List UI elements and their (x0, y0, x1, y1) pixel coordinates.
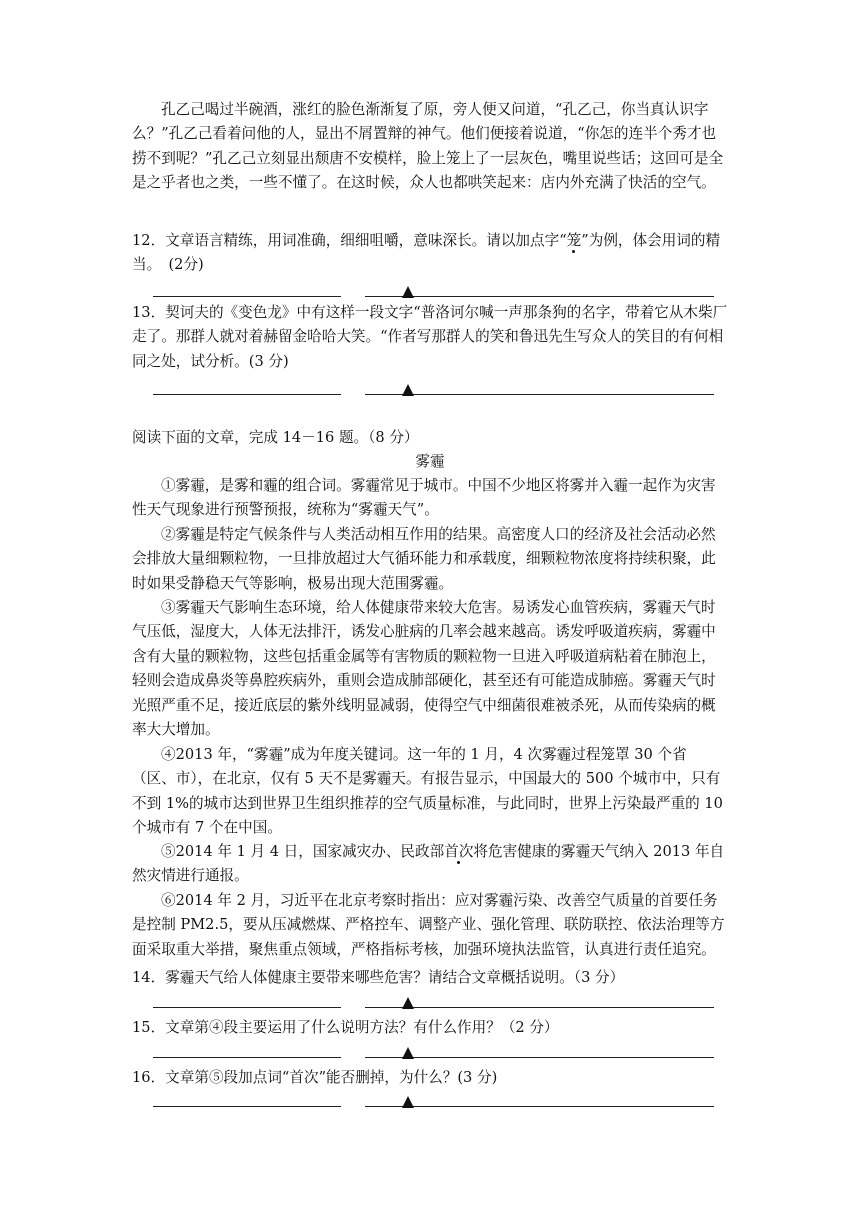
question-12-text-before: 12．文章语言精练，用词准确，细细咀嚼，意味深长。请以加点字“ (132, 232, 567, 249)
article-paragraph-5 (132, 840, 730, 889)
triangle-marker-icon (402, 1047, 414, 1059)
paragraph-5-text-after: 将危害健康的雾霾天气纳入 2013 年自然灾情进行通报。 (132, 843, 725, 885)
triangle-marker-icon (402, 286, 414, 298)
article-paragraph-6: ⑥2014 年 2 月，习近平在北京考察时指出：应对雾霾污染、改善空气质量的首要任务是控制 PM2.5，要从压减燃煤、严格控车、调整产业、强化管理、联防联控、依法治理等方面采取重大举措，聚焦重点领域，严格指标考核，加强环境执法监管，认真进行责任追究。 (132, 892, 725, 958)
question-15: 15．文章第④段主要运用了什么说明方法？有什么作用？（2 分） (132, 1019, 559, 1036)
answer-rule (153, 394, 714, 395)
answer-line-14[interactable] (153, 995, 714, 1009)
answer-line-15[interactable] (153, 1045, 714, 1059)
triangle-marker-icon (402, 1096, 414, 1108)
question-13: 13．契诃夫的《变色龙》中有这样一段文字“普洛诃尔喊一声那条狗的名字，带着它从木柴厂走了。那群人就对着赫留金哈哈大笑。“作者写那群人的笑和鲁迅先生写众人的笑目的有何相同之处，试分析。(3 分) (132, 304, 728, 370)
article-paragraph-4: ④2013 年，“雾霾”成为年度关键词。这一年的 1 月，4 次雾霾过程笼罩 30 个省（区、市），在北京，仅有 5 天不是雾霾天。有报告显示，中国最大的 500 个城市中，只有不到 1%的城市达到世界卫生组织推荐的空气质量标准，与此同时，世界上污染最严重的 10 个城市有 7 个在中国。 (132, 746, 723, 837)
passage-paragraph: 孔乙己喝过半碗酒，涨红的脸色渐渐复了原，旁人便又问道，“孔乙己，你当真认识字么？”孔乙己看着问他的人，显出不屑置辩的神气。他们便接着说道，“你怎的连半个秀才也捞不到呢？”孔乙己立刻显出颓唐不安模样，脸上笼上了一层灰色，嘴里说些话；这回可是全是之乎者也之类，一些不懂了。在这时候，众人也都哄笑起来：店内外充满了快活的空气。 (132, 101, 724, 192)
answer-rule (153, 1007, 714, 1008)
answer-line-16[interactable] (153, 1094, 714, 1108)
answer-rule (153, 296, 714, 297)
article-title: 雾霾 (415, 453, 445, 470)
dotted-character: 笼 (566, 232, 582, 249)
question-14: 14．雾霾天气给人体健康主要带来哪些危害？请结合文章概括说明。（3 分） (132, 969, 625, 986)
triangle-marker-icon (402, 997, 414, 1009)
article-paragraph-3: ③雾霾天气影响生态环境，给人体健康带来较大危害。易诱发心血管疾病，雾霾天气时气压低，湿度大，人体无法排汗，诱发心脏病的几率会越来越高。诱发呼吸道疾病，雾霾中含有大量的颗粒物，这些包括重金属等有害物质的颗粒物一旦进入呼吸道病粘着在肺泡上，轻则会造成鼻炎等鼻腔疾病外，重则会造成肺部硬化，甚至还有可能造成肺癌。雾霾天气时光照严重不足，接近底层的紫外线明显减弱，使得空气中细菌很难被杀死，从而传染病的概率大大增加。 (132, 599, 716, 739)
question-16: 16．文章第⑤段加点词“首次”能否删掉，为什么？(3 分) (132, 1069, 498, 1086)
question-12 (132, 229, 730, 278)
answer-line-13[interactable] (153, 382, 714, 396)
answer-rule (153, 1106, 714, 1107)
question-12-text-after: ”为例，体会用词的精当。 (2分) (132, 232, 721, 274)
dotted-word: 首次 (444, 843, 474, 860)
answer-line-12[interactable] (153, 284, 714, 298)
article-paragraph-2: ②雾霾是特定气候条件与人类活动相互作用的结果。高密度人口的经济及社会活动必然会排放大量细颗粒物，一旦排放超过大气循环能力和承载度，细颗粒物浓度将持续积聚，此时如果受静稳天气等影响，极易出现大范围雾霾。 (132, 526, 716, 592)
article-paragraph-1: ①雾霾，是雾和霾的组合词。雾霾常见于城市。中国不少地区将雾并入霾一起作为灾害性天气现象进行预警预报，统称为“雾霾天气”。 (132, 477, 716, 519)
triangle-marker-icon (402, 384, 414, 396)
answer-rule (153, 1057, 714, 1058)
section-instruction: 阅读下面的文章，完成 14－16 题。（8 分） (132, 429, 419, 446)
paragraph-5-text-before: ⑤2014 年 1 月 4 日，国家减灾办、民政部 (161, 843, 445, 860)
